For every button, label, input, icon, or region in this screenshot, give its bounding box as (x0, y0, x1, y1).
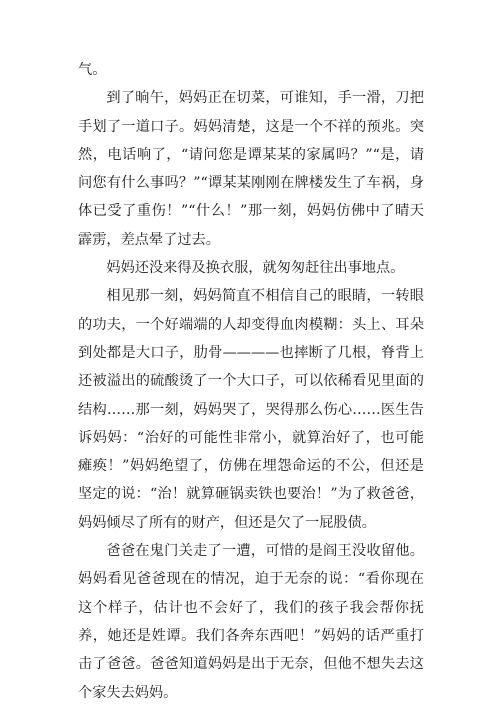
paragraph-continuation: 气。 (78, 62, 107, 78)
paragraph-decision: 爸爸在鬼门关走了一遭，可惜的是阎王没收留他。妈妈看见爸爸现在的情况，迫于无奈的说：“看你现在这个样子，估计也不会好了，我们的孩子我会帮你抚养，她还是姓谭。我们各奔东西吧！”妈妈的话严重打击了爸爸。爸爸知道妈妈是出于无奈，但他不想失去这个家失去妈妈。 (78, 543, 424, 701)
paragraph-phone-call: 到了晌午，妈妈正在切菜，可谁知，手一滑，刀把手划了一道口子。妈妈清楚，这是一个不祥的预兆。突然，电话响了，“请问您是谭某某的家属吗？”“是，请问您有什么事吗？”“谭某某刚刚在牌楼发生了车祸，身体已受了重伤！”“什么！”那一刻，妈妈仿佛中了晴天霹雳，差点晕了过去。 (78, 90, 424, 248)
document-body (78, 56, 424, 707)
paragraph-at-scene: 相见那一刻，妈妈简直不相信自己的眼睛，一转眼的功夫，一个好端端的人却变得血肉模糊：头上、耳朵到处都是大口子，肋骨————也摔断了几根，脊背上还被溢出的硫酸烫了一个大口子，可以依稀看见里面的结构……那一刻，妈妈哭了，哭得那么伤心……医生告诉妈妈：“治好的可能性非常小，就算治好了，也可能瘫痪！”妈妈绝望了，仿佛在埋怨命运的不公，但还是坚定的说：“治！就算砸锅卖铁也要治！”为了救爸爸，妈妈倾尽了所有的财产，但还是欠了一屁股债。 (78, 288, 424, 531)
paragraph-rush-to-scene: 妈妈还没来得及换衣服，就匆匆赶往出事地点。 (106, 260, 405, 277)
